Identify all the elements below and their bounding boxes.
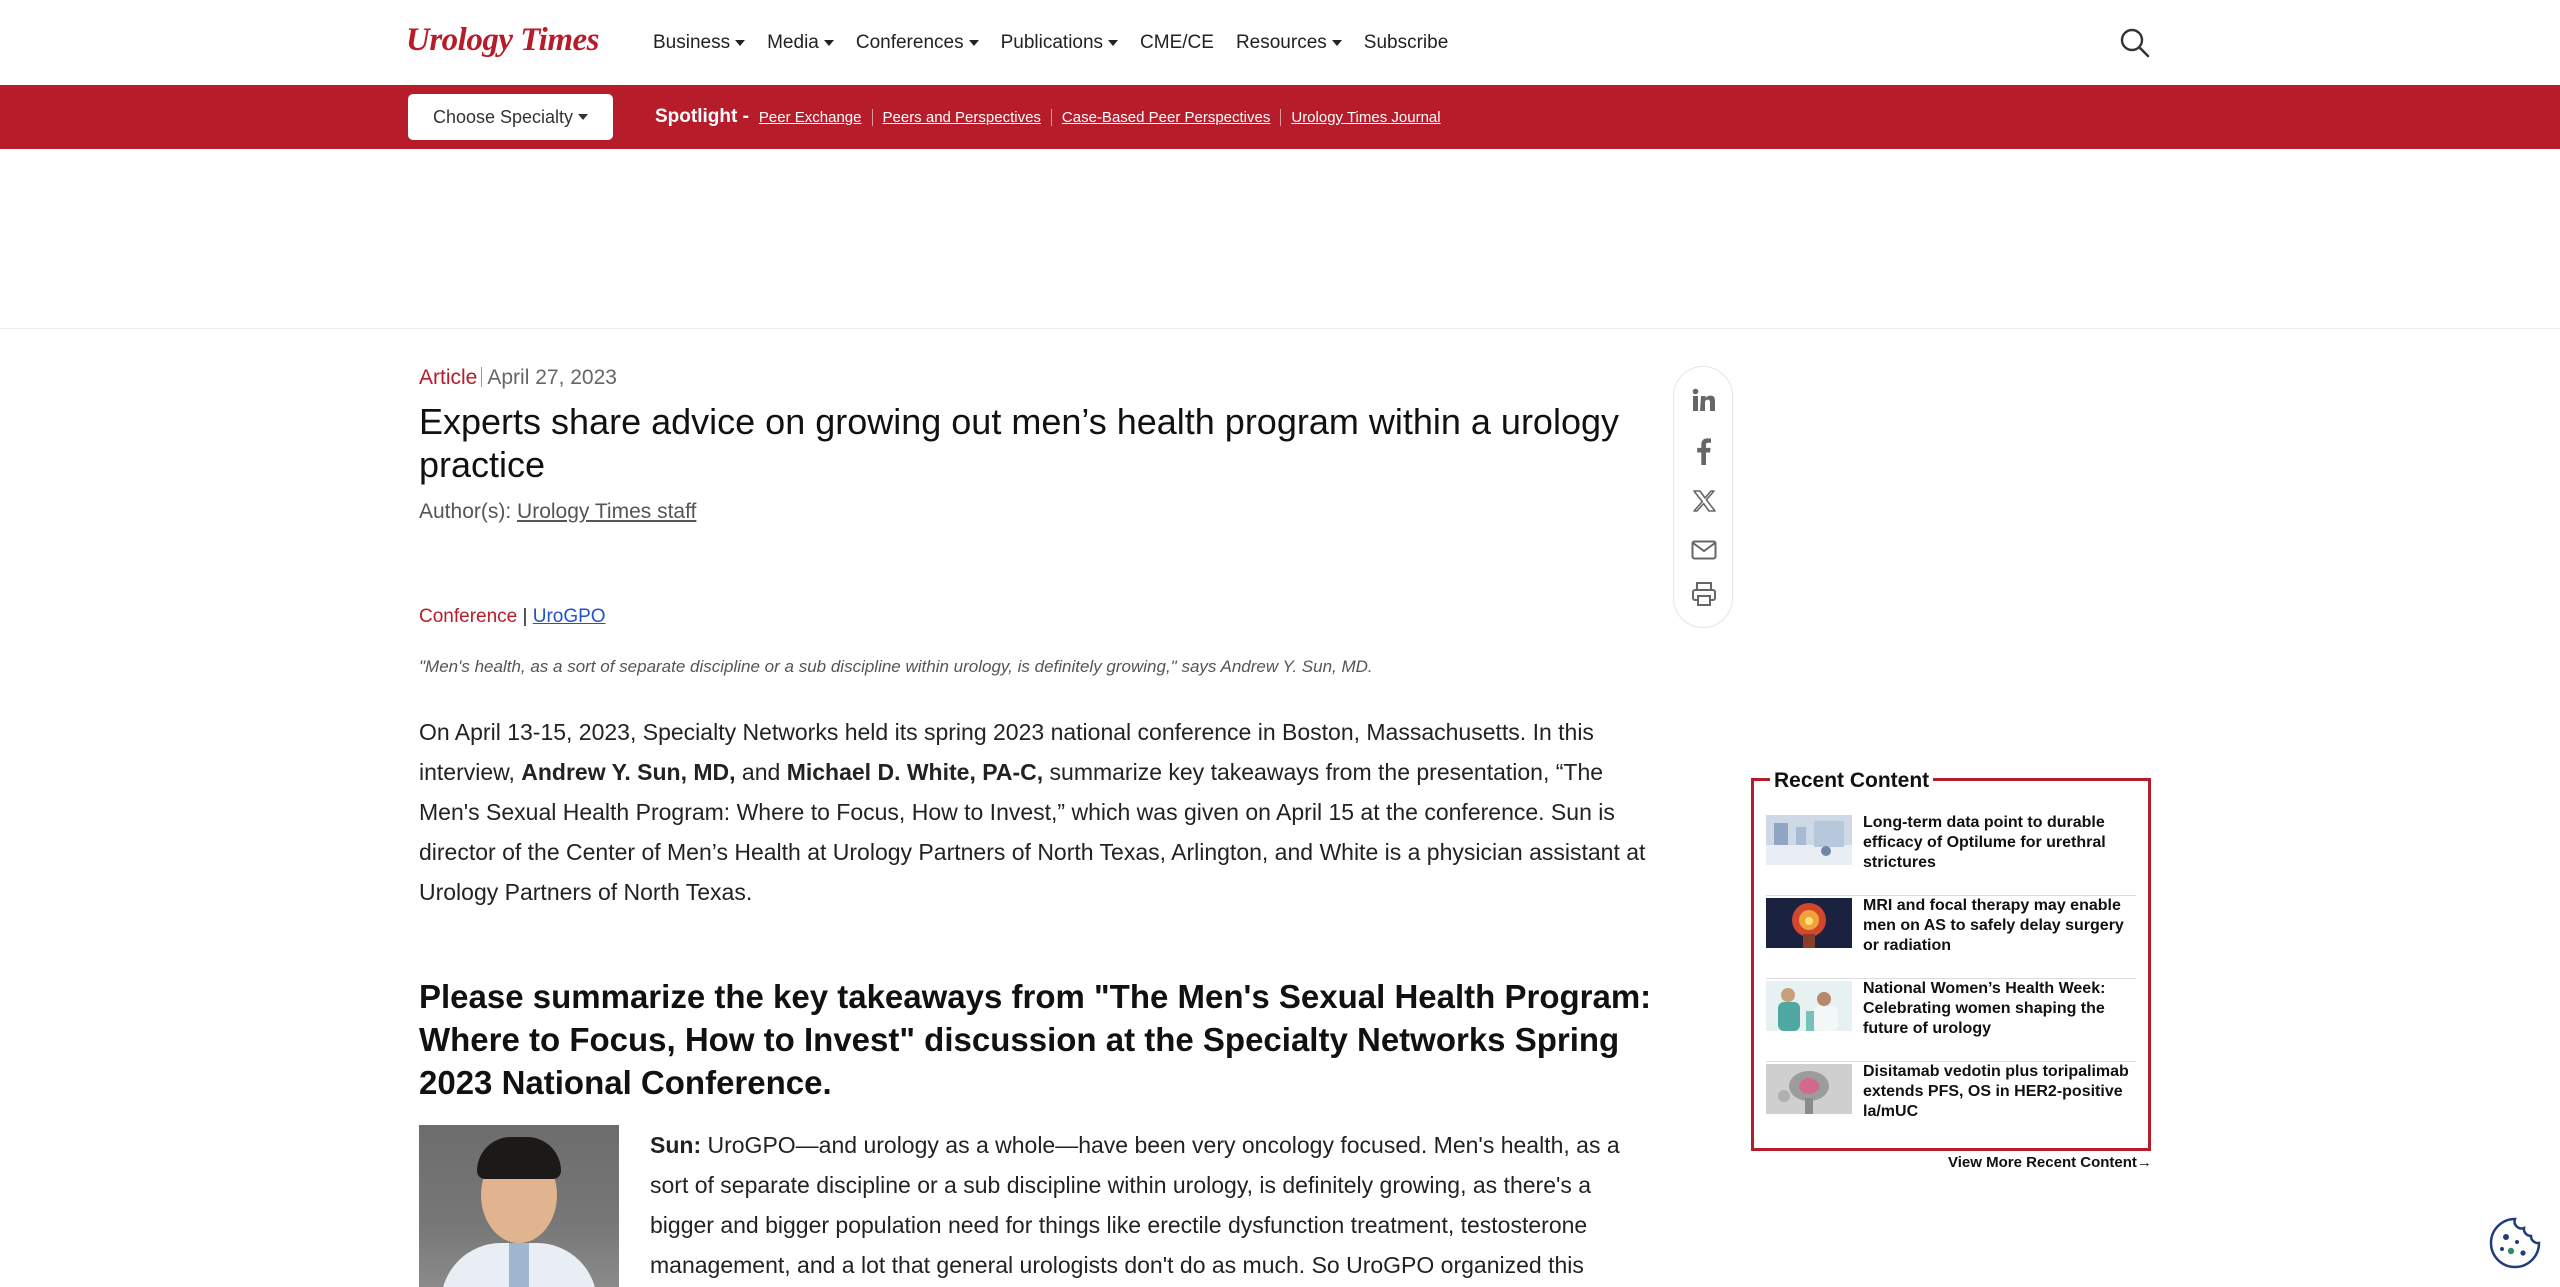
nav-label: Subscribe — [1363, 31, 1449, 53]
spotlight-link-case-based[interactable]: Case-Based Peer Perspectives — [1051, 109, 1280, 126]
recent-item[interactable] — [1766, 979, 2136, 1062]
nav-label: Resources — [1235, 31, 1327, 53]
recent-item-title: MRI and focal therapy may enable men on AS to safely delay surgery or radiation — [1863, 897, 2124, 954]
spotlight-link-journal[interactable]: Urology Times Journal — [1280, 109, 1450, 126]
caret-down-icon — [969, 40, 979, 46]
caret-down-icon — [1332, 40, 1342, 46]
nav-label: Media — [767, 31, 819, 53]
print-icon[interactable] — [1689, 579, 1719, 609]
recent-item-title: Long-term data point to durable efficacy of Optilume for urethral strictures — [1863, 814, 2106, 871]
nav-item-media[interactable] — [767, 32, 834, 54]
spotlight-bar — [0, 85, 2560, 149]
article — [419, 366, 1652, 1278]
recent-item-title: Disitamab vedotin plus toripalimab extends PFS, OS in HER2-positive la/mUC — [1863, 1063, 2129, 1120]
specialty-button-label: Choose Specialty — [432, 106, 574, 127]
recent-thumbnail-image — [1766, 898, 1852, 948]
section-heading: Please summarize the key takeaways from "The Men's Sexual Health Program: Where to Focus, How to Invest" discussion at the Specialty Networks Spring 2023 National Conference. — [419, 978, 1652, 1101]
ad-placeholder — [0, 149, 2560, 329]
caret-down-icon — [735, 40, 745, 46]
spotlight-link-peer-exchange[interactable]: Peer Exchange — [758, 108, 862, 126]
nav-label: Conferences — [855, 31, 964, 53]
search-icon[interactable] — [2118, 26, 2152, 60]
nav-label: Business — [653, 31, 731, 53]
caret-down-icon — [1108, 40, 1118, 46]
nav-label: Publications — [1000, 31, 1104, 53]
main-menu — [653, 0, 1470, 85]
recent-thumbnail-image — [1766, 981, 1852, 1031]
meta-divider — [481, 367, 482, 387]
recent-thumbnail-image — [1766, 1064, 1852, 1114]
article-tags — [419, 606, 606, 628]
intro-text: On April 13-15, 2023, Specialty Networks held its spring 2023 national conference in Boston, Massachusetts. In this interview, — [419, 719, 1594, 785]
recent-content-title: Recent Content — [1770, 769, 1933, 793]
tag-separator: | — [522, 606, 528, 627]
nav-item-subscribe[interactable] — [1364, 32, 1449, 54]
intro-name-sun: Andrew Y. Sun, MD, — [521, 759, 736, 785]
nav-item-resources[interactable] — [1236, 32, 1342, 54]
spotlight-links — [655, 85, 1451, 149]
headshot-hair — [477, 1137, 561, 1179]
nav-item-business[interactable] — [653, 32, 745, 54]
tag-conference[interactable]: Conference — [419, 606, 518, 627]
recent-content-list — [1766, 813, 2136, 1145]
caret-down-icon — [578, 114, 588, 120]
facebook-icon[interactable] — [1689, 436, 1719, 466]
answer-speaker: Sun: — [650, 1132, 702, 1158]
article-title: Experts share advice on growing out men’s health program within a urology practice — [419, 401, 1619, 485]
tag-urogpo[interactable]: UroGPO — [532, 606, 606, 627]
site-logo[interactable]: Urology Times — [406, 22, 599, 58]
article-date: April 27, 2023 — [487, 366, 617, 389]
caret-down-icon — [824, 40, 834, 46]
recent-item[interactable] — [1766, 896, 2136, 979]
article-type: Article — [419, 366, 478, 389]
article-meta — [419, 366, 1644, 390]
recent-item-title: National Women’s Health Week: Celebrating women shaping the future of urology — [1863, 980, 2106, 1037]
answer-text: UroGPO—and urology as a whole—have been very oncology focused. Men's health, as a sort of separate discipline or a sub discipline within urology, is definitely growing, as there's a bigger and bigger population need for things like erectile dysfunction treatment, testosterone management, and a lot that general urologists don't do as much. So UroGPO organized this — [650, 1132, 1620, 1278]
recent-item[interactable] — [1766, 1062, 2136, 1145]
linkedin-icon[interactable] — [1689, 385, 1719, 415]
nav-item-publications[interactable] — [1001, 32, 1118, 54]
choose-specialty-button[interactable] — [408, 94, 613, 140]
email-icon[interactable] — [1689, 535, 1719, 565]
share-bar — [1673, 366, 1733, 628]
answer-paragraph — [650, 1125, 1650, 1285]
x-icon[interactable] — [1689, 486, 1719, 516]
recent-content-panel — [1751, 769, 2151, 1151]
headshot-collar — [509, 1243, 529, 1287]
nav-item-conferences[interactable] — [856, 32, 979, 54]
intro-paragraph — [419, 712, 1649, 912]
intro-text: and — [735, 759, 787, 785]
cookie-icon[interactable] — [2487, 1215, 2543, 1271]
authors-label: Author(s): — [419, 500, 512, 523]
view-more-recent-link[interactable]: View More Recent Content→ — [1948, 1154, 2152, 1171]
spotlight-label: Spotlight - — [655, 106, 749, 127]
intro-text: summarize key takeaways from the presentation, “The Men's Sexual Health Program: Where to Focus, How to Invest,” which was given on April 15 at the conference. Sun is director of the Center of Men’s Health at Urology Partners of North Texas, Arlington, and White is a physician assistant at Urology Partners of North Texas. — [419, 759, 1646, 905]
article-authors — [419, 500, 1644, 524]
top-navigation — [0, 0, 2560, 85]
spotlight-link-peers-perspectives[interactable]: Peers and Perspectives — [872, 109, 1051, 126]
nav-item-cme-ce[interactable] — [1140, 32, 1214, 54]
article-caption: "Men's health, as a sort of separate discipline or a sub discipline within urology, is definitely growing," says Andrew Y. Sun, MD. — [419, 657, 1373, 676]
intro-name-white: Michael D. White, PA-C, — [786, 759, 1044, 785]
nav-label: CME/CE — [1140, 31, 1214, 53]
recent-thumbnail-image — [1766, 815, 1852, 865]
author-headshot-image — [419, 1125, 619, 1287]
recent-item[interactable] — [1766, 813, 2136, 896]
author-link[interactable]: Urology Times staff — [517, 500, 697, 523]
